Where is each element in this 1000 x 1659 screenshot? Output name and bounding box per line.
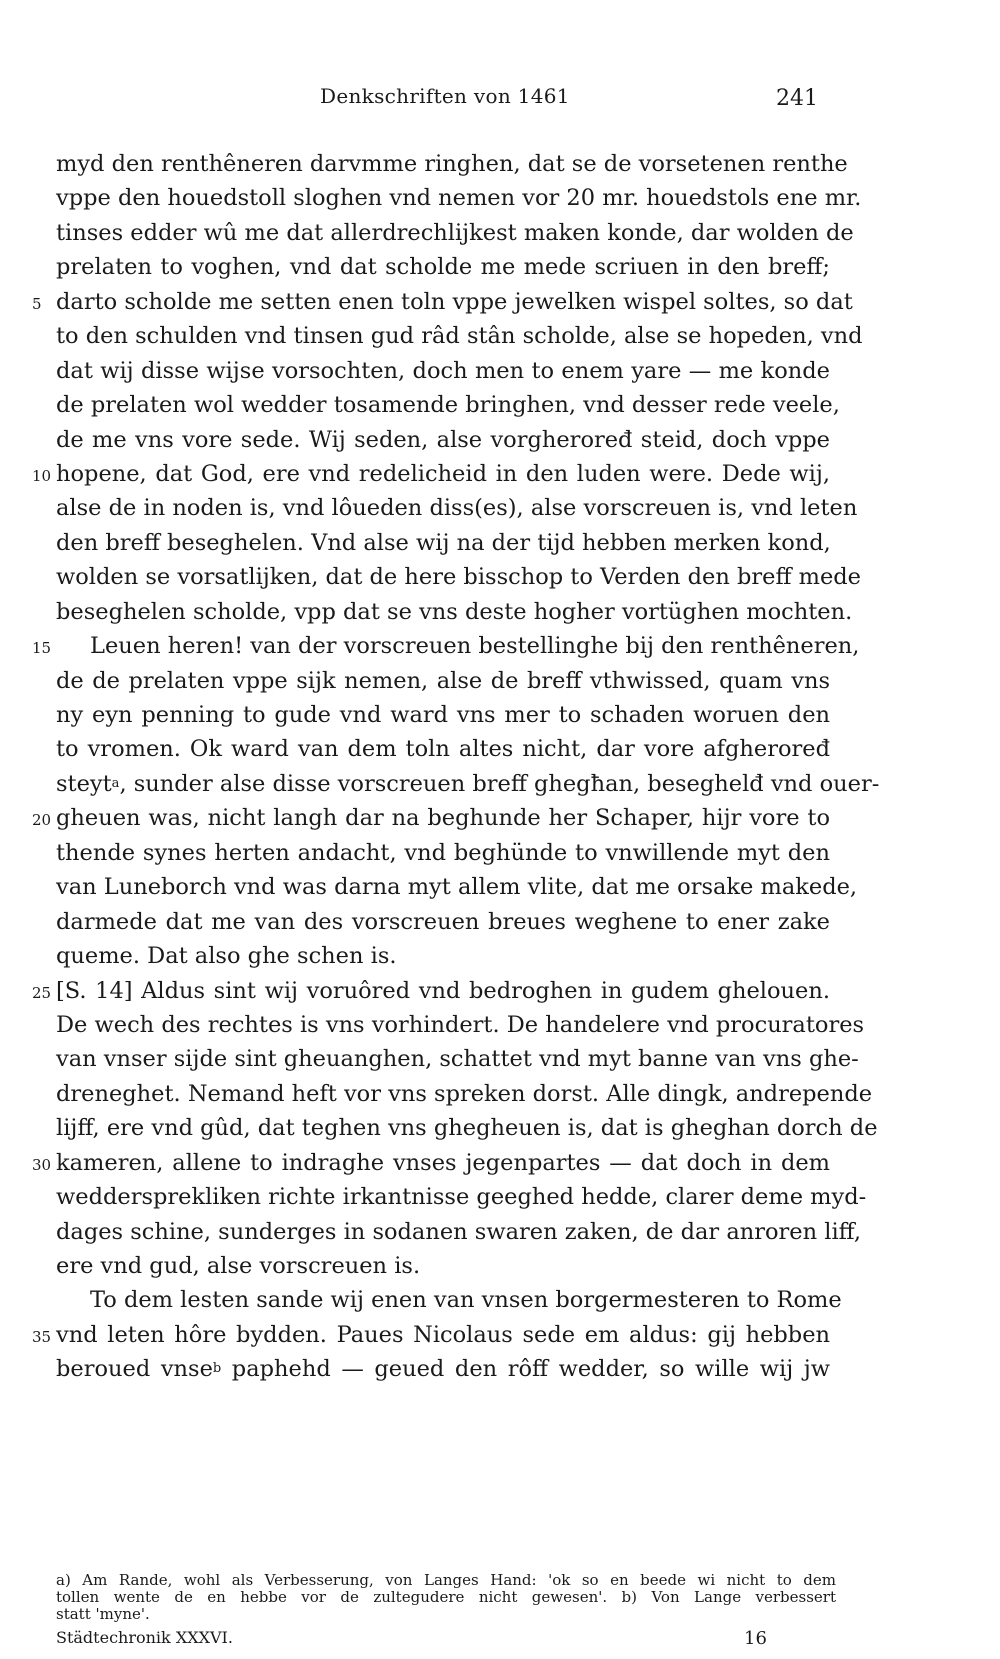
line-text: de me vns vore sede. Wij seden, alse vorgheroređ steid, doch vppe (56, 426, 830, 453)
line-text (56, 767, 880, 801)
line-text: van vnser sijde sint gheuanghen, schattet vnd myt banne van vns ghe- (56, 1046, 859, 1073)
line-text: Leuen heren! van der vorscreuen bestellinghe bij den renthêneren, (90, 633, 860, 660)
line-number: 20 (32, 811, 52, 830)
line-text: to den schulden vnd tinsen gud râd stân scholde, alse se hopeden, vnd (56, 323, 863, 350)
text-line (0, 595, 1000, 629)
text-line (0, 939, 1000, 973)
line-text: weddersprekliken richte irkantnisse geeghed hedde, clarer deme myd- (56, 1184, 867, 1211)
text-line (0, 732, 1000, 766)
line-text: darto scholde me setten enen toln vppe jewelken wispel soltes, so dat (56, 288, 853, 315)
footnote-marker: b (212, 1361, 222, 1377)
text-line (0, 1283, 1000, 1317)
line-text: gheuen was, nicht langh dar na beghunde her Schaper, hijr vore to (56, 805, 830, 832)
line-number: 10 (32, 466, 52, 485)
text-line (0, 1215, 1000, 1249)
line-text: to vromen. Ok ward van dem toln altes nicht, dar vore afgheroređ (56, 736, 830, 763)
footnote-marker: a (111, 775, 120, 791)
text-line (0, 388, 1000, 422)
line-text: alse de in noden is, vnd lôueden diss(es), alse vorscreuen is, vnd leten (56, 495, 858, 522)
line-text: den breff beseghelen. Vnd alse wij na der tijd hebben merken kond, (56, 529, 831, 556)
text-line (0, 1042, 1000, 1076)
line-text-rest: paphehd — geued den rôff wedder, so wille wij jw (221, 1356, 830, 1383)
line-text: kameren, allene to indraghe vnses jegenpartes — dat doch in dem (56, 1149, 830, 1176)
line-number: 25 (32, 983, 52, 1002)
text-line (0, 1146, 1000, 1180)
footnote-line: a) Am Rande, wohl als Verbesserung, von Langes Hand: 'ok so en beede wi nicht to dem (56, 1571, 836, 1589)
text-line (0, 216, 1000, 250)
page-footer (56, 1628, 836, 1654)
line-text: de de prelaten vppe sijk nemen, alse de breff vthwissed, quam vns (56, 667, 830, 694)
line-number: 15 (32, 639, 52, 658)
text-line (0, 767, 1000, 801)
line-text-start: beroued vnse (56, 1356, 213, 1383)
text-line (0, 1180, 1000, 1214)
line-number: 35 (32, 1327, 52, 1346)
line-text: darmede dat me van des vorscreuen breues weghene to ener zake (56, 908, 830, 935)
footnotes (56, 1572, 836, 1623)
footnote-line: statt 'myne'. (56, 1605, 150, 1623)
text-line (0, 905, 1000, 939)
line-text: ere vnd gud, alse vorscreuen is. (56, 1253, 421, 1279)
line-text: van Luneborch vnd was darna myt allem vlite, dat me orsake makede, (56, 874, 858, 901)
text-line (0, 698, 1000, 732)
text-line (0, 181, 1000, 215)
text-line (0, 974, 1000, 1008)
line-text: thende synes herten andacht, vnd beghünde to vnwillende myt den (56, 839, 830, 866)
line-text: vnd leten hôre bydden. Paues Nicolaus sede em aldus: gij hebben (56, 1321, 830, 1348)
line-text: queme. Dat also ghe schen is. (56, 943, 397, 970)
text-line (0, 147, 1000, 181)
body-text (0, 147, 1000, 1387)
footnote-line: tollen wente de en hebbe vor de zultegudere nicht gewesen'. b) Von Lange verbessert (56, 1588, 836, 1606)
text-line (0, 354, 1000, 388)
line-text: dat wij disse wijse vorsochten, doch men to enem yare — me konde (56, 357, 830, 384)
line-number: 5 (32, 294, 42, 313)
text-line (0, 319, 1000, 353)
sheet-number: 16 (744, 1628, 767, 1649)
page-header (0, 84, 1000, 116)
line-text: hopene, dat God, ere vnd redelicheid in den luden were. Dede wij, (56, 460, 830, 487)
text-line (0, 526, 1000, 560)
line-text: wolden se vorsatlijken, dat de here bisschop to Verden den breff mede (56, 564, 862, 591)
line-text: beseghelen scholde, vpp dat se vns deste hogher vortüghen mochten. (56, 598, 853, 625)
text-line (0, 1352, 1000, 1386)
line-text: vppe den houedstoll sloghen vnd nemen vor 20 mr. houedstols ene mr. (56, 185, 862, 212)
line-text: myd den renthêneren darvmme ringhen, dat se de vorsetenen renthe (56, 151, 848, 177)
signature-mark: Städtechronik XXXVI. (56, 1628, 233, 1647)
line-text: dages schine, sunderges in sodanen swaren zaken, de dar anroren liff, (56, 1218, 861, 1245)
text-line (0, 664, 1000, 698)
text-line (0, 285, 1000, 319)
text-line (0, 250, 1000, 284)
line-text: lijff, ere vnd gûd, dat teghen vns ghegheuen is, dat is gheghan dorch de (56, 1115, 878, 1142)
line-text: To dem lesten sande wij enen van vnsen borgermesteren to Rome (90, 1287, 842, 1314)
text-line (0, 560, 1000, 594)
text-line (0, 491, 1000, 525)
running-title: Denkschriften von 1461 (320, 84, 570, 108)
text-line (0, 801, 1000, 835)
text-line (0, 1249, 1000, 1283)
line-number: 30 (32, 1155, 52, 1174)
line-text: tinses edder wû me dat allerdrechlijkest maken konde, dar wolden de (56, 219, 854, 246)
line-text (56, 1352, 830, 1386)
line-text: De wech des rechtes is vns vorhindert. De handelere vnd procuratores (56, 1011, 865, 1038)
text-line (0, 1008, 1000, 1042)
line-text: dreneghet. Nemand heft vor vns spreken dorst. Alle dingk, andrepende (56, 1080, 873, 1107)
line-text: [S. 14] Aldus sint wij voruôred vnd bedroghen in gudem ghelouen. (56, 977, 830, 1004)
text-line (0, 1111, 1000, 1145)
text-line (0, 1077, 1000, 1111)
line-text-rest: , sunder alse disse vorscreuen breff ghegħan, beseghelđ vnd ouer- (119, 770, 880, 797)
text-line (0, 870, 1000, 904)
text-line (0, 457, 1000, 491)
text-line (0, 836, 1000, 870)
line-text: prelaten to voghen, vnd dat scholde me mede scriuen in den breff; (56, 254, 830, 281)
text-line (0, 423, 1000, 457)
text-line (0, 629, 1000, 663)
text-line (0, 1318, 1000, 1352)
line-text: ny eyn penning to gude vnd ward vns mer to schaden woruen den (56, 702, 830, 728)
line-text: de prelaten wol wedder tosamende bringhen, vnd desser rede veele, (56, 392, 840, 419)
line-text-start: steyt (56, 770, 112, 797)
page-number: 241 (776, 86, 818, 111)
